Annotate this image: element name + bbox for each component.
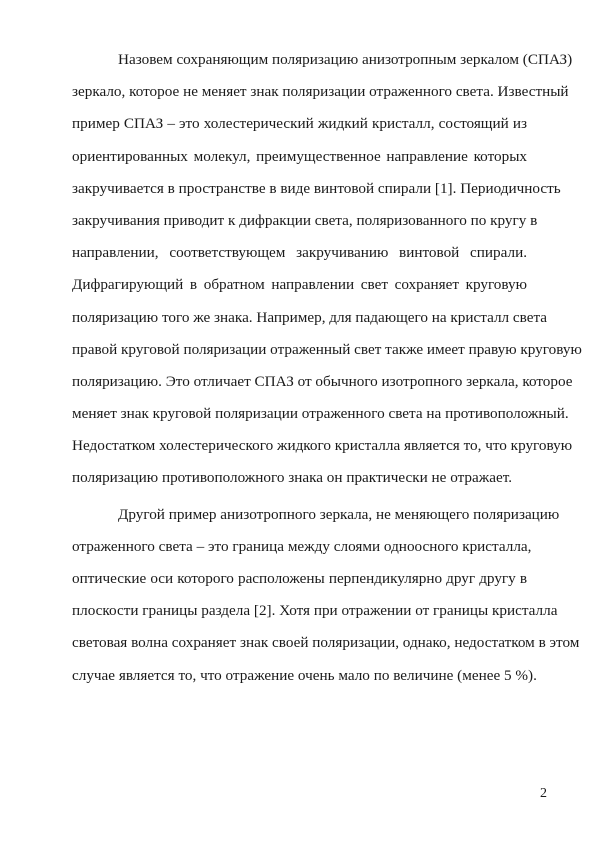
paragraph-line: Назовем сохраняющим поляризацию анизотропным зеркалом (СПАЗ) bbox=[118, 51, 573, 68]
paragraph-line: ориентированных молекул, преимущественное направление которых bbox=[72, 147, 527, 165]
paragraph-line: поляризацию противоположного знака он практически не отражает. bbox=[72, 469, 513, 487]
paragraph-line: оптические оси которого расположены перпендикулярно друг другу в bbox=[72, 570, 527, 587]
paragraph-line: поляризацию того же знака. Например, для падающего на кристалл света bbox=[72, 308, 548, 326]
paragraph-line: пример СПАЗ – это холестерический жидкий кристалл, состоящий из bbox=[72, 115, 527, 133]
paragraph-line: плоскости границы раздела [2]. Хотя при отражении от границы кристалла bbox=[72, 602, 558, 620]
paragraph-line: направлении, соответствующем закручиванию винтовой спирали. bbox=[72, 244, 527, 262]
paragraph-line: закручивания приводит к дифракции света, поляризованного по кругу в bbox=[72, 211, 538, 229]
paragraph-1 bbox=[72, 44, 582, 495]
paragraph-line: зеркало, которое не меняет знак поляризации отраженного света. Известный bbox=[72, 83, 569, 101]
paragraph-line: Дифрагирующий в обратном направлении свет сохраняет круговую bbox=[72, 276, 527, 294]
paragraph-line: Недостатком холестерического жидкого кристалла является то, что круговую bbox=[72, 437, 573, 455]
paragraph-line: отраженного света – это граница между слоями одноосного кристалла, bbox=[72, 537, 532, 555]
paragraph-line: закручивается в пространстве в виде винтовой спирали [1]. Периодичность bbox=[72, 179, 561, 197]
paragraph-2 bbox=[72, 499, 580, 692]
paragraph-line: Другой пример анизотропного зеркала, не меняющего поляризацию bbox=[118, 505, 560, 523]
document-page bbox=[72, 44, 582, 692]
paragraph-line: случае является то, что отражение очень мало по величине (менее 5 %). bbox=[72, 666, 537, 684]
paragraph-line: меняет знак круговой поляризации отраженного света на противоположный. bbox=[72, 405, 569, 423]
paragraph-line: правой круговой поляризации отраженный свет также имеет правую круговую bbox=[72, 340, 582, 358]
paragraph-line: поляризацию. Это отличает СПАЗ от обычного изотропного зеркала, которое bbox=[72, 372, 573, 390]
page-number: 2 bbox=[540, 786, 547, 801]
paragraph-line: световая волна сохраняет знак своей поляризации, однако, недостатком в этом bbox=[72, 634, 580, 652]
